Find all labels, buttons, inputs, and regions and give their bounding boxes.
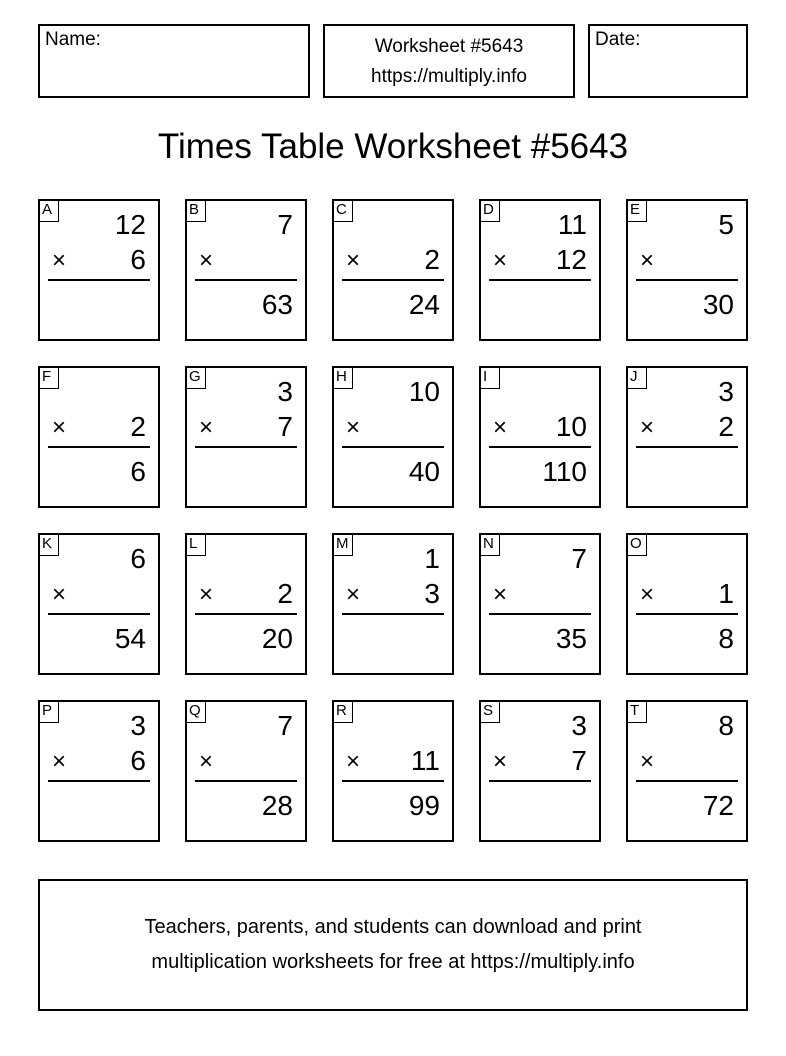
times-sign: × [52,748,67,775]
product: 28 [261,790,293,821]
top-factor: 7 [571,543,587,574]
top-factor: 3 [718,376,734,407]
answer-line [636,613,738,615]
answer-line [489,613,591,615]
product: 20 [261,623,293,654]
times-sign: × [346,748,361,775]
problem-card[interactable] [479,700,601,842]
times-sign: × [493,247,508,274]
problem-card[interactable] [38,366,160,508]
problem-letter: T [626,700,647,723]
problem-letter: H [332,366,353,389]
product: 30 [702,289,734,320]
times-sign: × [199,581,214,608]
top-factor: 11 [557,209,587,240]
product: 8 [718,623,734,654]
problem-card[interactable] [185,199,307,341]
worksheet-url: https://multiply.info [371,66,527,87]
bottom-factor: 7 [571,745,587,776]
problem-card[interactable] [479,199,601,341]
problem-card[interactable] [185,700,307,842]
product: 40 [408,456,440,487]
answer-line [342,613,444,615]
problem-letter: F [38,366,59,389]
times-sign: × [493,748,508,775]
product: 99 [408,790,440,821]
bottom-factor: 2 [130,411,146,442]
problem-letter: Q [185,700,206,723]
times-sign: × [52,581,67,608]
problem-card[interactable] [479,533,601,675]
problem-card[interactable] [332,366,454,508]
problem-letter: O [626,533,647,556]
times-sign: × [493,581,508,608]
times-sign: × [199,414,214,441]
times-sign: × [640,247,655,274]
problem-card[interactable] [332,700,454,842]
product: 35 [555,623,587,654]
top-factor: 7 [277,710,293,741]
answer-line [489,780,591,782]
product: 72 [702,790,734,821]
top-factor: 10 [408,376,440,407]
problem-letter: I [479,366,500,389]
answer-line [195,780,297,782]
problem-letter: L [185,533,206,556]
problem-letter: M [332,533,353,556]
times-sign: × [640,581,655,608]
answer-line [342,780,444,782]
problem-letter: S [479,700,500,723]
product: 63 [261,289,293,320]
problem-card[interactable] [626,366,748,508]
bottom-factor: 1 [718,578,734,609]
bottom-factor: 6 [130,244,146,275]
answer-line [48,613,150,615]
answer-line [489,279,591,281]
times-sign: × [640,414,655,441]
times-sign: × [346,581,361,608]
times-sign: × [199,247,214,274]
answer-line [636,780,738,782]
product: 110 [542,456,587,487]
problem-card[interactable] [185,366,307,508]
date-label: Date: [595,29,641,50]
problem-card[interactable] [38,199,160,341]
problem-letter: A [38,199,59,222]
bottom-factor: 11 [410,745,440,776]
answer-line [48,780,150,782]
product: 24 [408,289,440,320]
answer-line [195,613,297,615]
name-label: Name: [45,29,101,50]
footer-line-2: multiplication worksheets for free at https://multiply.info [151,951,635,973]
answer-line [195,279,297,281]
problem-letter: P [38,700,59,723]
footer-line-1: Teachers, parents, and students can download and print [144,916,642,938]
problem-letter: N [479,533,500,556]
times-sign: × [346,247,361,274]
problem-card[interactable] [38,533,160,675]
answer-line [48,279,150,281]
bottom-factor: 12 [555,244,587,275]
problem-card[interactable] [626,533,748,675]
answer-line [636,279,738,281]
problem-letter: K [38,533,59,556]
problem-letter: D [479,199,500,222]
page-title: Times Table Worksheet #5643 [157,127,629,166]
top-factor: 3 [130,710,146,741]
top-factor: 12 [114,209,146,240]
problem-letter: J [626,366,647,389]
problem-card[interactable] [332,199,454,341]
answer-line [636,446,738,448]
top-factor: 7 [277,209,293,240]
top-factor: 1 [424,543,440,574]
problem-letter: G [185,366,206,389]
times-sign: × [52,247,67,274]
problem-card[interactable] [332,533,454,675]
problem-letter: E [626,199,647,222]
times-sign: × [640,748,655,775]
problem-card[interactable] [479,366,601,508]
problem-card[interactable] [185,533,307,675]
bottom-factor: 2 [424,244,440,275]
times-sign: × [52,414,67,441]
bottom-factor: 3 [424,578,440,609]
product: 6 [130,456,146,487]
times-sign: × [346,414,361,441]
top-factor: 8 [718,710,734,741]
top-factor: 3 [277,376,293,407]
problem-letter: B [185,199,206,222]
problem-card[interactable] [626,199,748,341]
problem-card[interactable] [38,700,160,842]
bottom-factor: 10 [555,411,587,442]
problem-letter: C [332,199,353,222]
bottom-factor: 2 [277,578,293,609]
times-sign: × [199,748,214,775]
times-sign: × [493,414,508,441]
bottom-factor: 6 [130,745,146,776]
answer-line [342,279,444,281]
answer-line [195,446,297,448]
problem-letter: R [332,700,353,723]
answer-line [489,446,591,448]
worksheet-number: Worksheet #5643 [374,36,524,57]
footer-note [38,879,748,1011]
bottom-factor: 7 [277,411,293,442]
top-factor: 3 [571,710,587,741]
product: 54 [114,623,146,654]
answer-line [48,446,150,448]
answer-line [342,446,444,448]
bottom-factor: 2 [718,411,734,442]
problem-card[interactable] [626,700,748,842]
top-factor: 5 [718,209,734,240]
top-factor: 6 [130,543,146,574]
